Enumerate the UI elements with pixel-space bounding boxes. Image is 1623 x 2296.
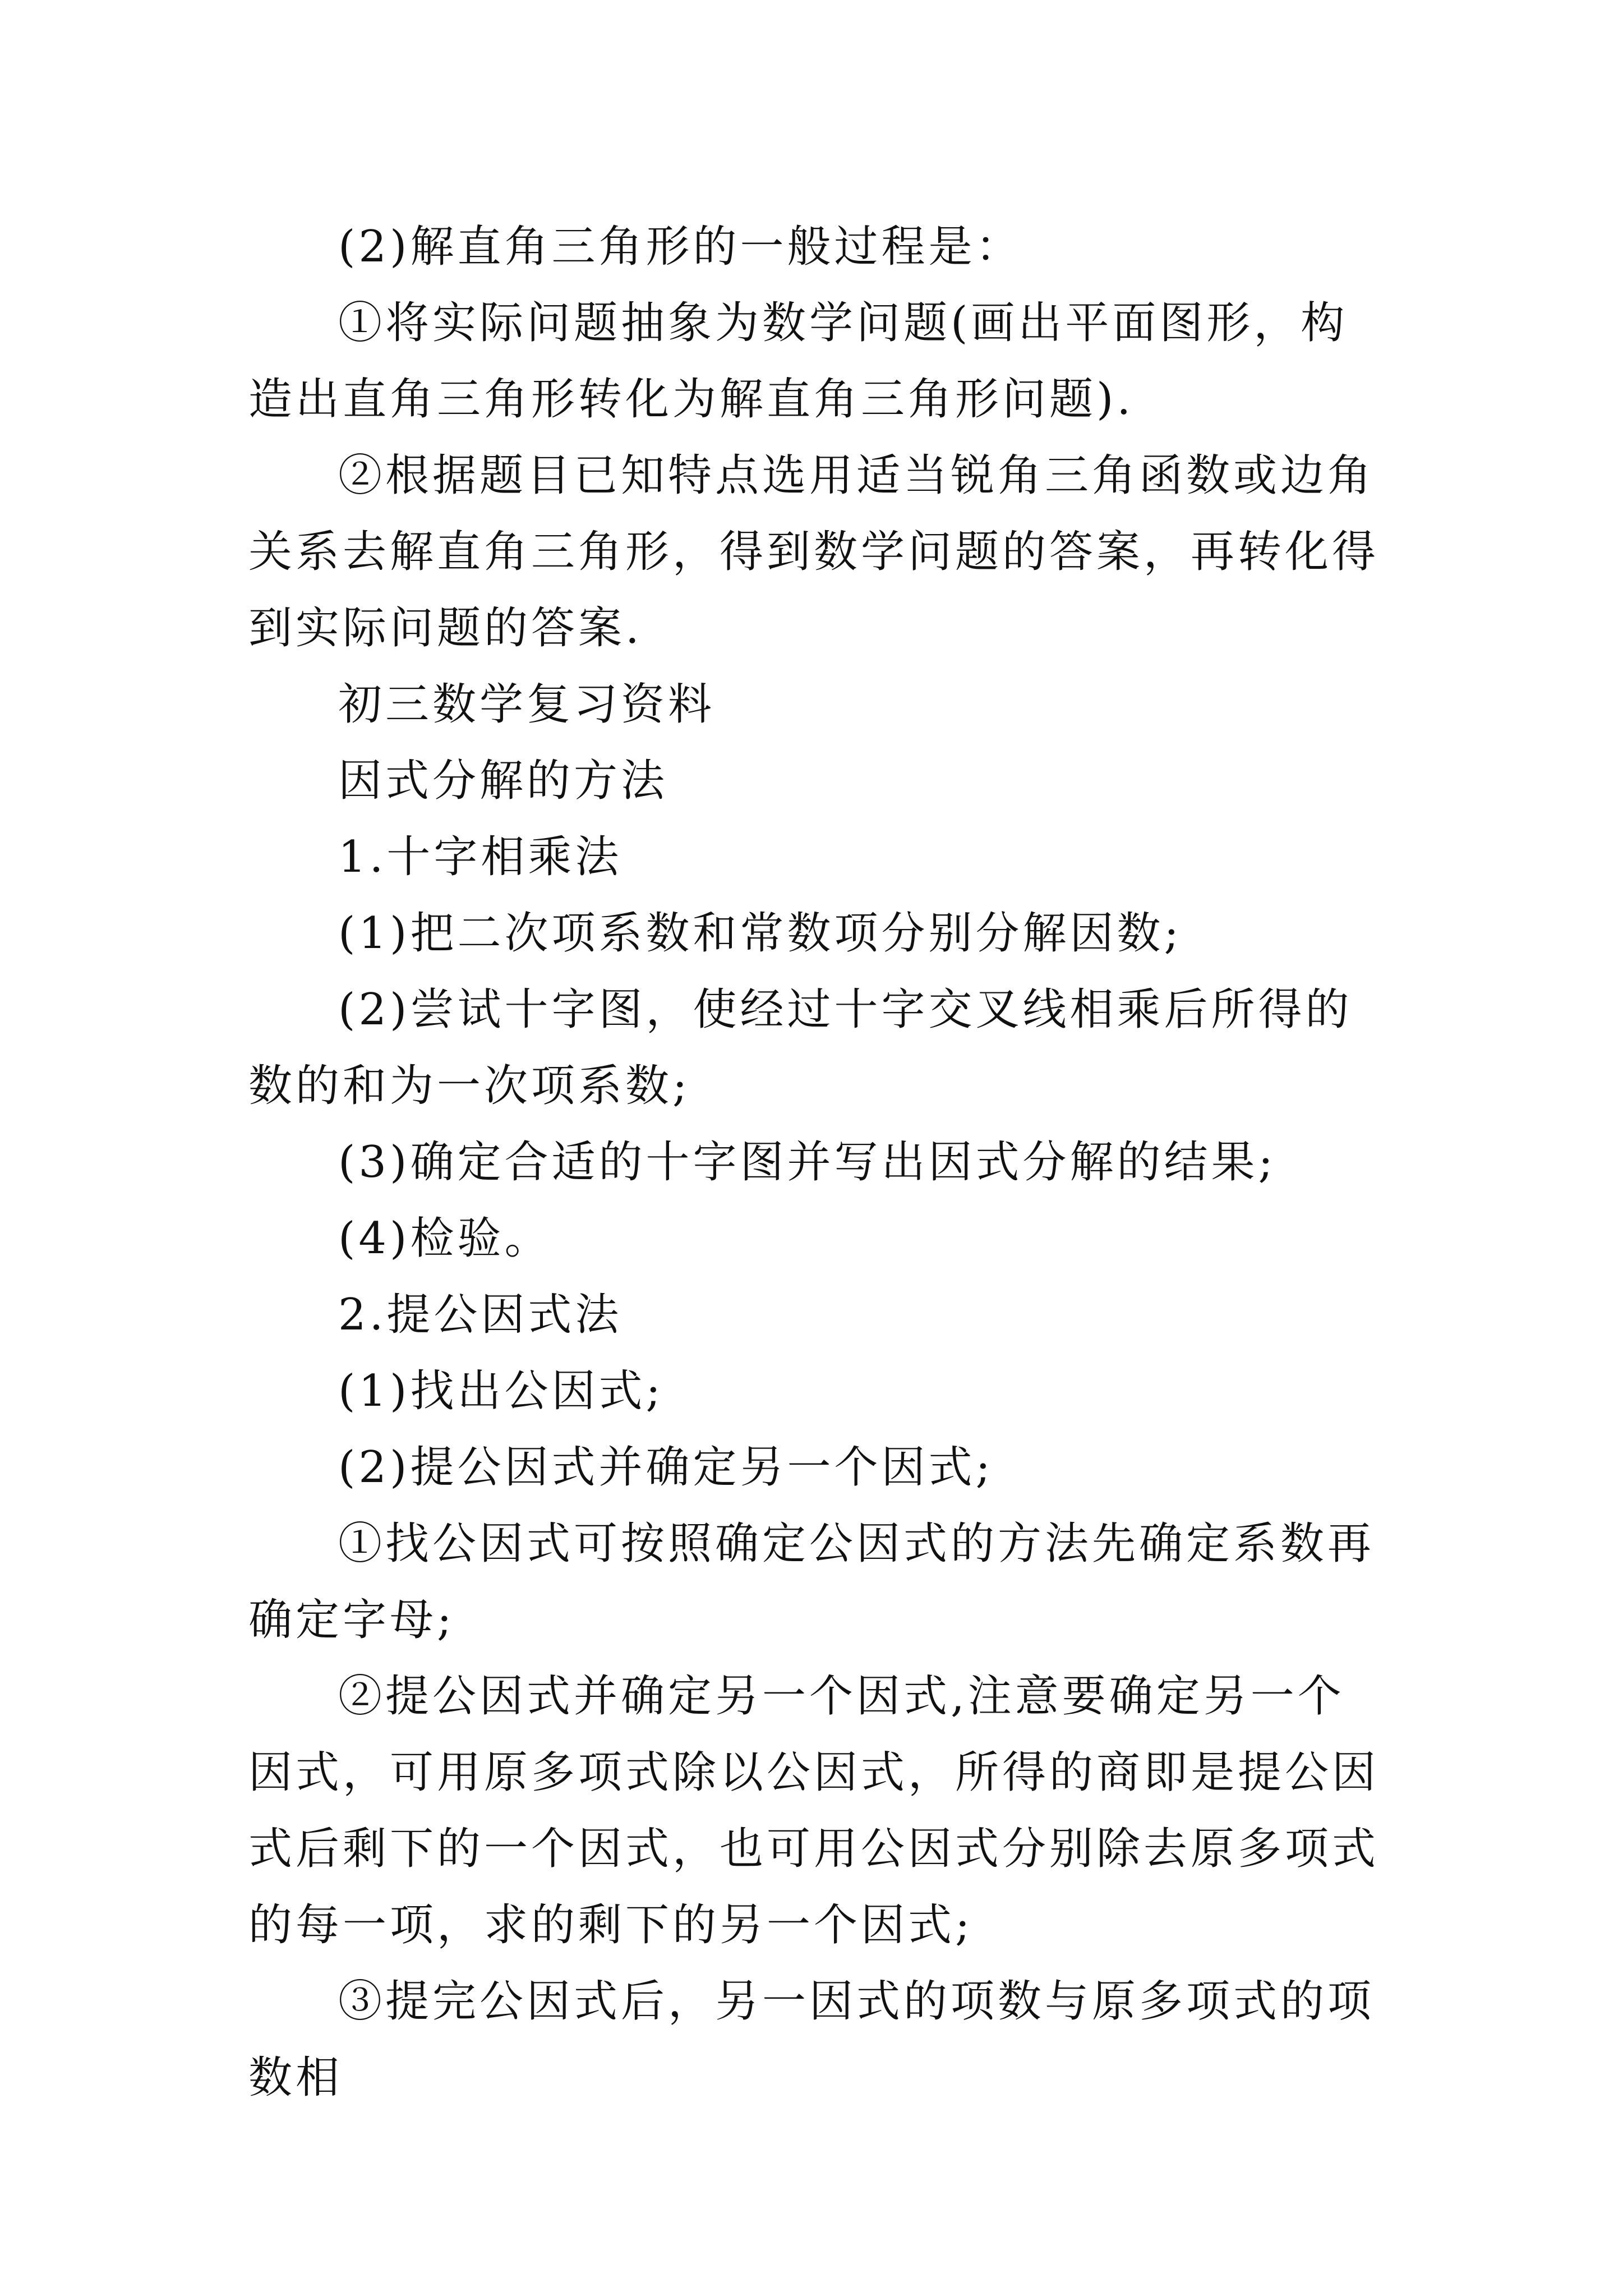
paragraph-step-1: ①将实际问题抽象为数学问题(画出平面图形，构造出直角三角形转化为解直角三角形问题). (248, 298, 1348, 425)
paragraph-process-heading: (2)解直角三角形的一般过程是： (338, 222, 1023, 272)
paragraph-common-note-1: ①找公因式可按照确定公因式的方法先确定系数再确定字母; (248, 1519, 1375, 1645)
paragraph-common-step-1: (1)找出公因式; (338, 1366, 664, 1416)
paragraph-common-note-3: ③提完公因式后，另一因式的项数与原多项式的项数相 (248, 1976, 1375, 2103)
document-body (248, 209, 1381, 2116)
paragraph-common-factor: 2.提公因式法 (338, 1290, 623, 1340)
paragraph-cross-multiplication: 1.十字相乘法 (338, 832, 623, 882)
paragraph-common-note-2: ②提公因式并确定另一个因式,注意要确定另一个因式，可用原多项式除以公因式，所得的商即是提公因式后剩下的一个因式，也可用公因式分别除去原多项式的每一项，求的剩下的另一个因式; (248, 1671, 1380, 1950)
paragraph-cross-step-3: (3)确定合适的十字图并写出因式分解的结果; (338, 1137, 1276, 1188)
paragraph-common-step-2: (2)提公因式并确定另一个因式; (338, 1442, 994, 1493)
paragraph-review-title: 初三数学复习资料 (338, 679, 716, 730)
paragraph-cross-step-2: (2)尝试十字图，使经过十字交叉线相乘后所得的数的和为一次项系数; (248, 984, 1353, 1111)
paragraph-step-2: ②根据题目已知特点选用适当锐角三角函数或边角关系去解直角三角形，得到数学问题的答案，再转化得到实际问题的答案. (248, 450, 1380, 654)
paragraph-cross-step-1: (1)把二次项系数和常数项分别分解因数; (338, 908, 1182, 959)
paragraph-factoring-methods: 因式分解的方法 (338, 756, 668, 806)
paragraph-cross-step-4: (4)检验。 (338, 1213, 552, 1264)
